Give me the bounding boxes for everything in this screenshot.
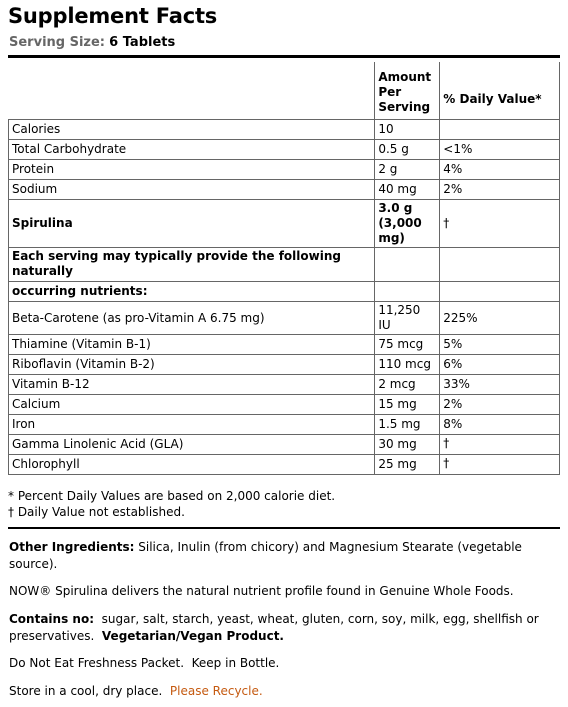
table-row <box>9 415 560 435</box>
row-amount: 2 mcg <box>375 375 440 395</box>
row-name: Total Carbohydrate <box>9 140 375 160</box>
header-amount: Amount Per Serving <box>375 62 440 120</box>
row-amount: 2 g <box>375 160 440 180</box>
row-daily-value: † <box>440 435 560 455</box>
row-name: Chlorophyll <box>9 455 375 475</box>
row-daily-value: 2% <box>440 395 560 415</box>
row-daily-value: † <box>440 200 560 248</box>
row-name: Calcium <box>9 395 375 415</box>
row-name: Spirulina <box>9 200 375 248</box>
row-daily-value: 8% <box>440 415 560 435</box>
table-row <box>9 302 560 335</box>
row-daily-value: <1% <box>440 140 560 160</box>
table-row <box>9 435 560 455</box>
row-daily-value: 2% <box>440 180 560 200</box>
other-ingredients-label: Other Ingredients: <box>9 540 135 554</box>
storage-text <box>9 683 561 700</box>
empty-cell <box>375 248 440 282</box>
serving-size-value: 6 Tablets <box>109 35 176 50</box>
row-amount: 3.0 g (3,000 mg) <box>375 200 440 248</box>
row-name: Beta-Carotene (as pro-Vitamin A 6.75 mg) <box>9 302 375 335</box>
table-row <box>9 335 560 355</box>
row-amount: 0.5 g <box>375 140 440 160</box>
facts-title: Supplement Facts <box>8 4 218 28</box>
row-daily-value: 4% <box>440 160 560 180</box>
table-header-row <box>9 62 560 120</box>
row-amount: 25 mg <box>375 455 440 475</box>
row-daily-value: 6% <box>440 355 560 375</box>
header-blank <box>9 62 375 120</box>
header-daily-value: % Daily Value* <box>440 62 560 120</box>
row-name: Riboflavin (Vitamin B-2) <box>9 355 375 375</box>
row-amount: 75 mcg <box>375 335 440 355</box>
table-row <box>9 120 560 140</box>
row-amount: 10 <box>375 120 440 140</box>
table-row <box>9 140 560 160</box>
vegetarian-label: Vegetarian/Vegan Product. <box>101 629 284 643</box>
row-amount: 11,250 IU <box>375 302 440 335</box>
footnote-percent-dv: * Percent Daily Values are based on 2,000 calorie diet. <box>8 489 336 503</box>
recycle-text: Please Recycle. <box>169 684 263 698</box>
row-name: Thiamine (Vitamin B-1) <box>9 335 375 355</box>
other-ingredients-text: Silica, Inulin (from chicory) and Magnesium Stearate (vegetable source). <box>9 540 522 571</box>
empty-cell <box>375 282 440 302</box>
serving-size <box>9 35 175 50</box>
contains-no-text: sugar, salt, starch, yeast, wheat, gluten, corn, soy, milk, egg, shellfish or preservatives. <box>9 612 543 643</box>
row-amount: 40 mg <box>375 180 440 200</box>
footnote-rule <box>8 527 560 529</box>
other-ingredients <box>9 539 561 573</box>
table-row <box>9 375 560 395</box>
row-name: Protein <box>9 160 375 180</box>
row-amount: 15 mg <box>375 395 440 415</box>
contains-no <box>9 611 561 645</box>
row-daily-value: 5% <box>440 335 560 355</box>
row-name: Sodium <box>9 180 375 200</box>
row-daily-value: † <box>440 455 560 475</box>
title-rule <box>8 55 560 58</box>
footnote-dagger: † Daily Value not established. <box>8 505 185 519</box>
row-amount: 110 mcg <box>375 355 440 375</box>
nutrients-intro-2: occurring nutrients: <box>9 282 375 302</box>
table-row <box>9 180 560 200</box>
row-daily-value: 33% <box>440 375 560 395</box>
table-row-spirulina <box>9 200 560 248</box>
row-name: Calories <box>9 120 375 140</box>
table-row <box>9 395 560 415</box>
empty-cell <box>440 282 560 302</box>
row-amount: 30 mg <box>375 435 440 455</box>
product-description: NOW® Spirulina delivers the natural nutrient profile found in Genuine Whole Foods. <box>9 584 514 598</box>
footnotes <box>8 488 560 520</box>
serving-size-label: Serving Size: <box>9 35 106 50</box>
nutrients-intro-row-2 <box>9 282 560 302</box>
supplement-facts-table <box>8 62 560 475</box>
row-name: Gamma Linolenic Acid (GLA) <box>9 435 375 455</box>
row-daily-value <box>440 120 560 140</box>
empty-cell <box>440 248 560 282</box>
contains-no-label: Contains no: <box>9 612 94 626</box>
row-daily-value: 225% <box>440 302 560 335</box>
row-name: Iron <box>9 415 375 435</box>
storage-instruction: Store in a cool, dry place. <box>9 684 170 698</box>
table-row <box>9 355 560 375</box>
row-name: Vitamin B-12 <box>9 375 375 395</box>
warning-text: Do Not Eat Freshness Packet. Keep in Bottle. <box>9 656 280 670</box>
nutrients-intro: Each serving may typically provide the following naturally <box>9 248 375 282</box>
table-row <box>9 455 560 475</box>
row-amount: 1.5 mg <box>375 415 440 435</box>
table-row <box>9 160 560 180</box>
nutrients-intro-row <box>9 248 560 282</box>
